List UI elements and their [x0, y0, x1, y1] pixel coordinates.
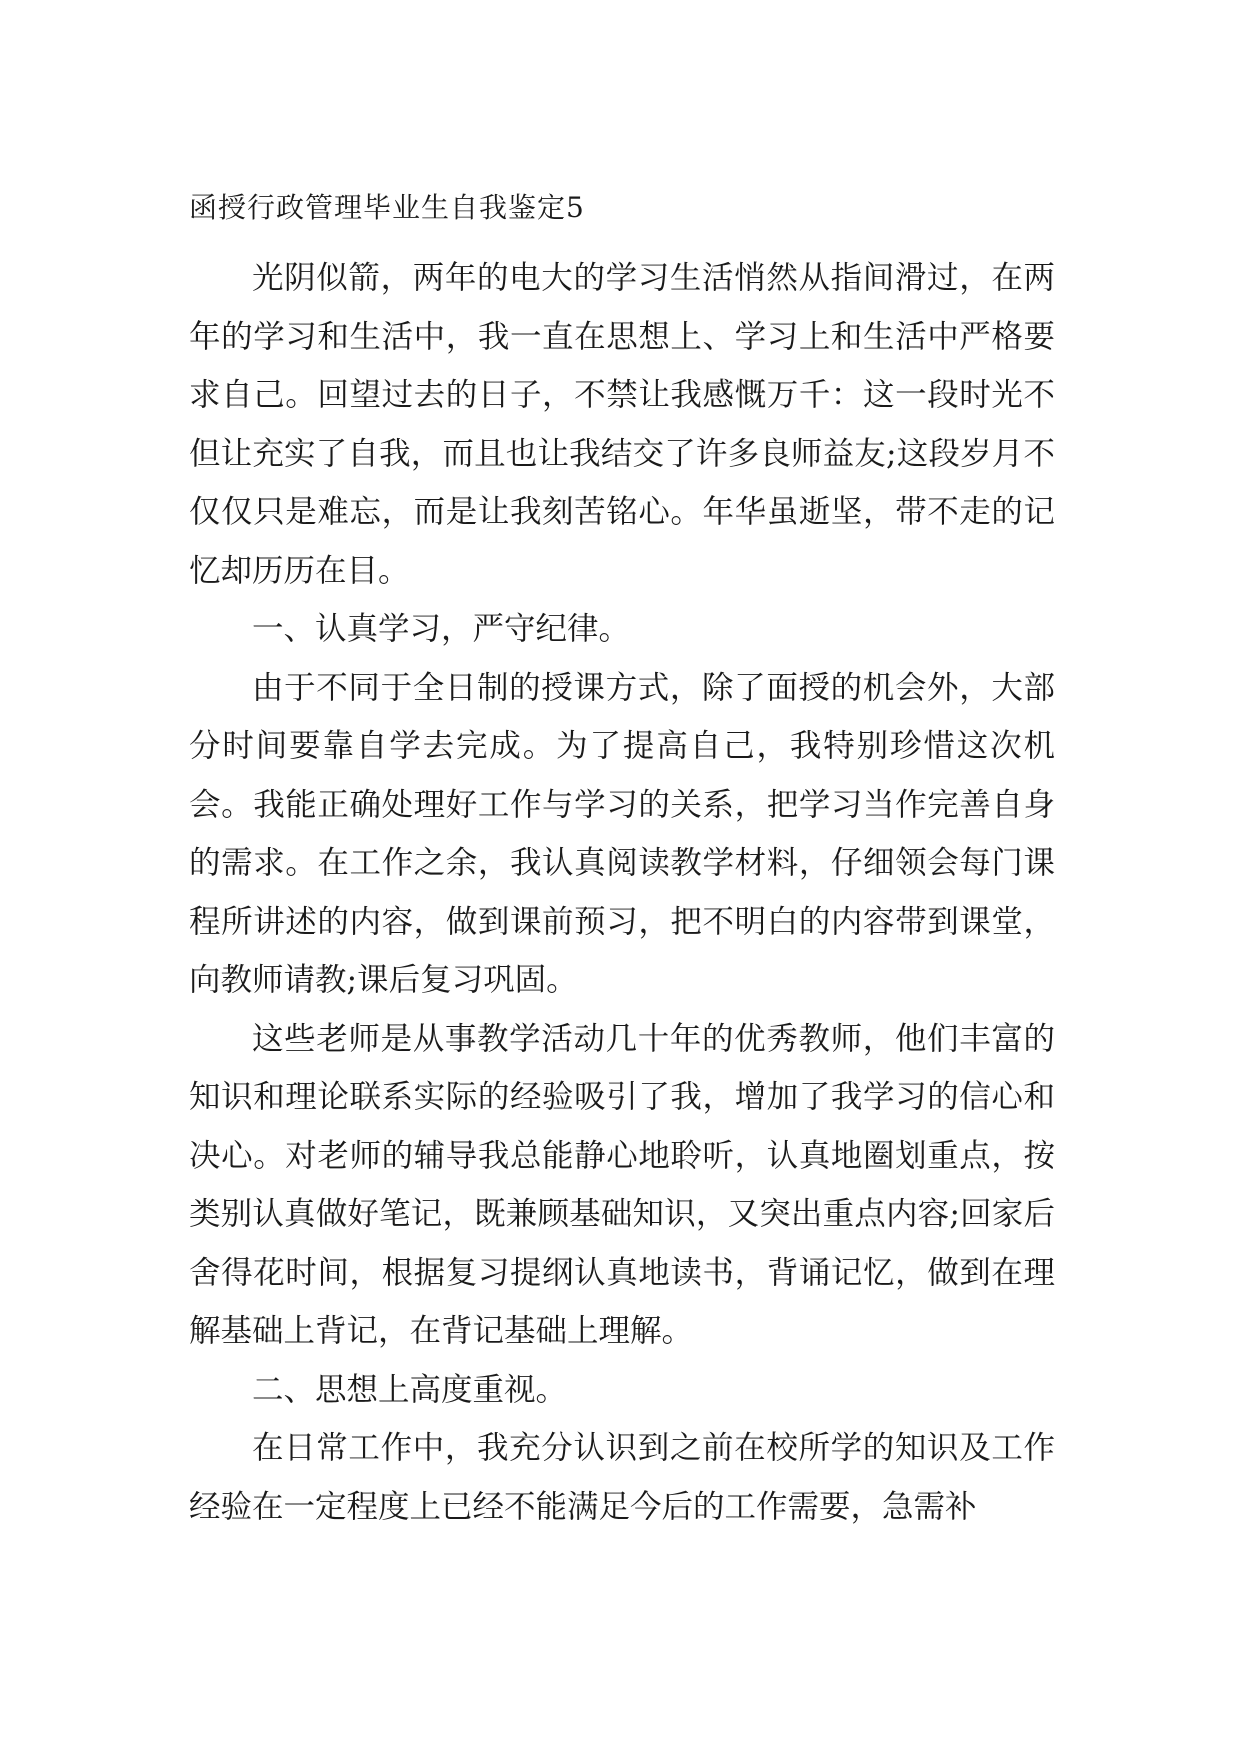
section-heading-1: 一、认真学习，严守纪律。 [252, 611, 631, 647]
paragraph-work: 在日常工作中，我充分认识到之前在校所学的知识及工作经验在一定程度上已经不能满足今后的工作需要，急需补 [189, 1430, 1055, 1525]
paragraph-intro: 光阴似箭，两年的电大的学习生活悄然从指间滑过，在两年的学习和生活中，我一直在思想上、学习上和生活中严格要求自己。回望过去的日子，不禁让我感慨万千：这一段时光不但让充实了自我，而且也让我结交了许多良师益友;这段岁月不仅仅只是难忘，而是让我刻苦铭心。年华虽逝坚，带不走的记忆却历历在目。 [189, 260, 1055, 589]
document-body [189, 189, 1055, 1536]
paragraph-study: 由于不同于全日制的授课方式，除了面授的机会外，大部分时间要靠自学去完成。为了提高自己，我特别珍惜这次机会。我能正确处理好工作与学习的关系，把学习当作完善自身的需求。在工作之余，我认真阅读教学材料，仔细领会每门课程所讲述的内容，做到课前预习，把不明白的内容带到课堂，向教师请教;课后复习巩固。 [189, 669, 1055, 998]
document-title: 函授行政管理毕业生自我鉴定5 [189, 191, 585, 224]
paragraph-teachers: 这些老师是从事教学活动几十年的优秀教师，他们丰富的知识和理论联系实际的经验吸引了我，增加了我学习的信心和决心。对老师的辅导我总能静心地聆听，认真地圈划重点，按类别认真做好笔记，既兼顾基础知识，又突出重点内容;回家后舍得花时间，根据复习提纲认真地读书，背诵记忆，做到在理解基础上背记，在背记基础上理解。 [189, 1020, 1055, 1349]
section-heading-2: 二、思想上高度重视。 [252, 1371, 568, 1408]
